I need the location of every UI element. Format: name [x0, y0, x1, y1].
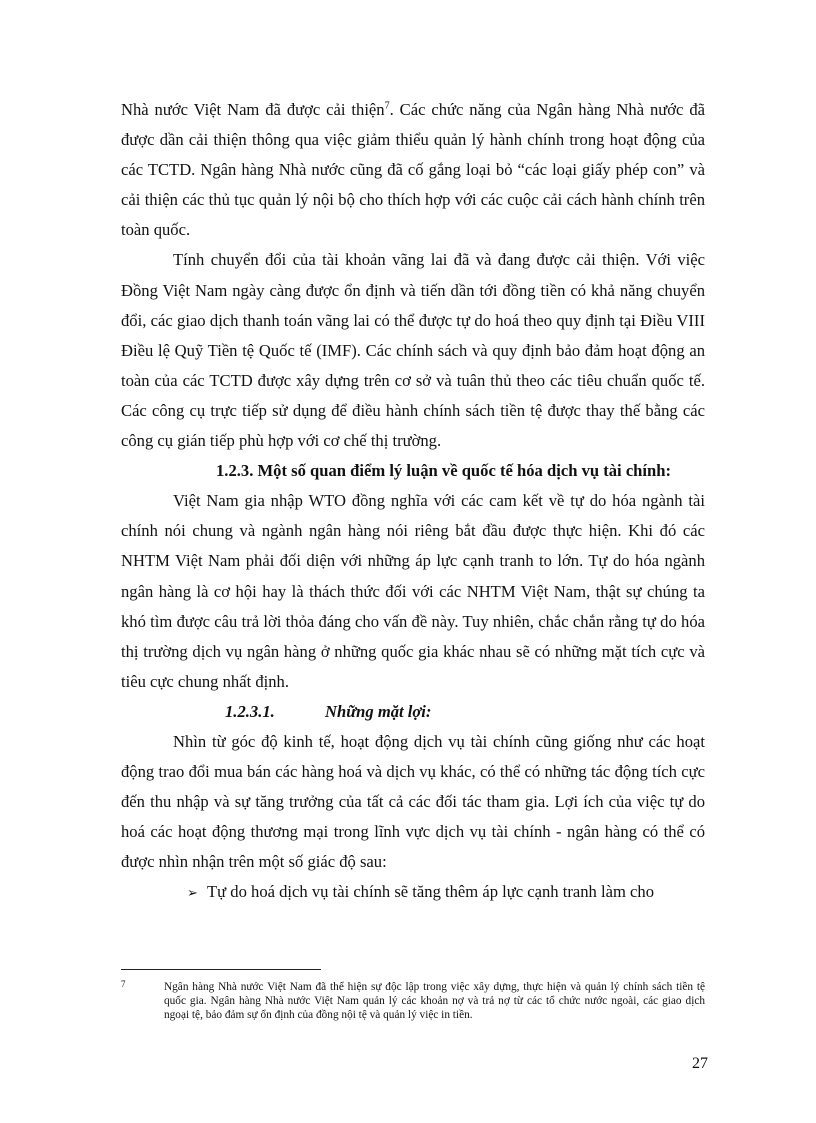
footnote-separator	[121, 969, 321, 970]
arrowhead-bullet-icon: ➢	[187, 886, 198, 902]
paragraph-1-text: Nhà nước Việt Nam đã được cải thiện	[121, 100, 385, 119]
page-number: 27	[692, 1055, 708, 1072]
bullet-text: Tự do hoá dịch vụ tài chính sẽ tăng thêm áp lực cạnh tranh làm cho	[207, 882, 654, 902]
footnote	[121, 980, 705, 1022]
paragraph-4: Nhìn từ góc độ kinh tế, hoạt động dịch vụ tài chính cũng giống như các hoạt động trao đổi mua bán các hàng hoá và dịch vụ khác, có thể có những tác động tích cực đến thu nhập và sự tăng trưởng của tất cả các đối tác tham gia. Lợi ích của việc tự do hoá các hoạt động thương mại trong lĩnh vực dịch vụ tài chính - ngân hàng có thể có được nhìn nhận trên một số giác độ sau:	[121, 731, 705, 872]
subsection-title: Những mặt lợi:	[325, 701, 432, 721]
paragraph-3: Việt Nam gia nhập WTO đồng nghĩa với các cam kết về tự do hóa ngành tài chính nói chung và ngành ngân hàng nói riêng bắt đầu được thực hiện. Khi đó các NHTM Việt Nam phải đối diện với những áp lực cạnh tranh to lớn. Tự do hóa ngành ngân hàng là cơ hội hay là thách thức đối với các NHTM Việt Nam, thật sự chúng ta khó tìm được câu trả lời thỏa đáng cho vấn đề này. Tuy nhiên, chắc chắn rằng tự do hóa thị trường dịch vụ ngân hàng ở những quốc gia khác nhau sẽ có những mặt tích cực và tiêu cực chung nhất định.	[121, 491, 705, 691]
footnote-text: Ngân hàng Nhà nước Việt Nam đã thể hiện sự độc lập trong việc xây dựng, thực hiện và quản lý chính sách tiền tệ quốc gia. Ngân hàng Nhà nước Việt Nam quản lý các khoản nợ và trả nợ từ các tổ chức nước ngoài, các giao dịch ngoại tệ, bảo đảm sự ổn định của đồng nội tệ và quản lý việc in tiền.	[164, 981, 705, 1021]
subsection-heading	[121, 697, 705, 727]
bullet-item	[121, 877, 705, 909]
section-heading: 1.2.3. Một số quan điểm lý luận về quốc tế hóa dịch vụ tài chính:	[216, 461, 672, 481]
paragraph-1	[121, 95, 705, 245]
body-text	[121, 95, 705, 910]
paragraph-1-rest: . Các chức năng của Ngân hàng Nhà nước đã được dần cải thiện thông qua việc giảm thiểu quản lý hành chính trong hoạt động của các TCTD. Ngân hàng Nhà nước cũng đã cố gắng loại bỏ “các loại giấy phép con” và cải thiện các thủ tục quản lý nội bộ cho thích hợp với các cuộc cải cách hành chính trên toàn quốc.	[121, 100, 705, 240]
paragraph-2: Tính chuyển đổi của tài khoản vãng lai đã và đang được cải thiện. Với việc Đồng Việt Nam ngày càng được ổn định và tiến dần tới đồng tiền có khả năng chuyển đổi, các giao dịch thanh toán vãng lai có thể được tự do hoá theo quy định tại Điều VIII Điều lệ Quỹ Tiền tệ Quốc tế (IMF). Các chính sách và quy định bảo đảm hoạt động an toàn của các TCTD được xây dựng trên cơ sở và tuân thủ theo các tiêu chuẩn quốc tế. Các công cụ trực tiếp sử dụng để điều hành chính sách tiền tệ được thay thế bằng các công cụ gián tiếp phù hợp với cơ chế thị trường.	[121, 250, 705, 451]
footnote-mark: 7	[121, 979, 126, 989]
subsection-number: 1.2.3.1.	[225, 701, 275, 721]
footnote-reference: 7	[384, 100, 390, 112]
